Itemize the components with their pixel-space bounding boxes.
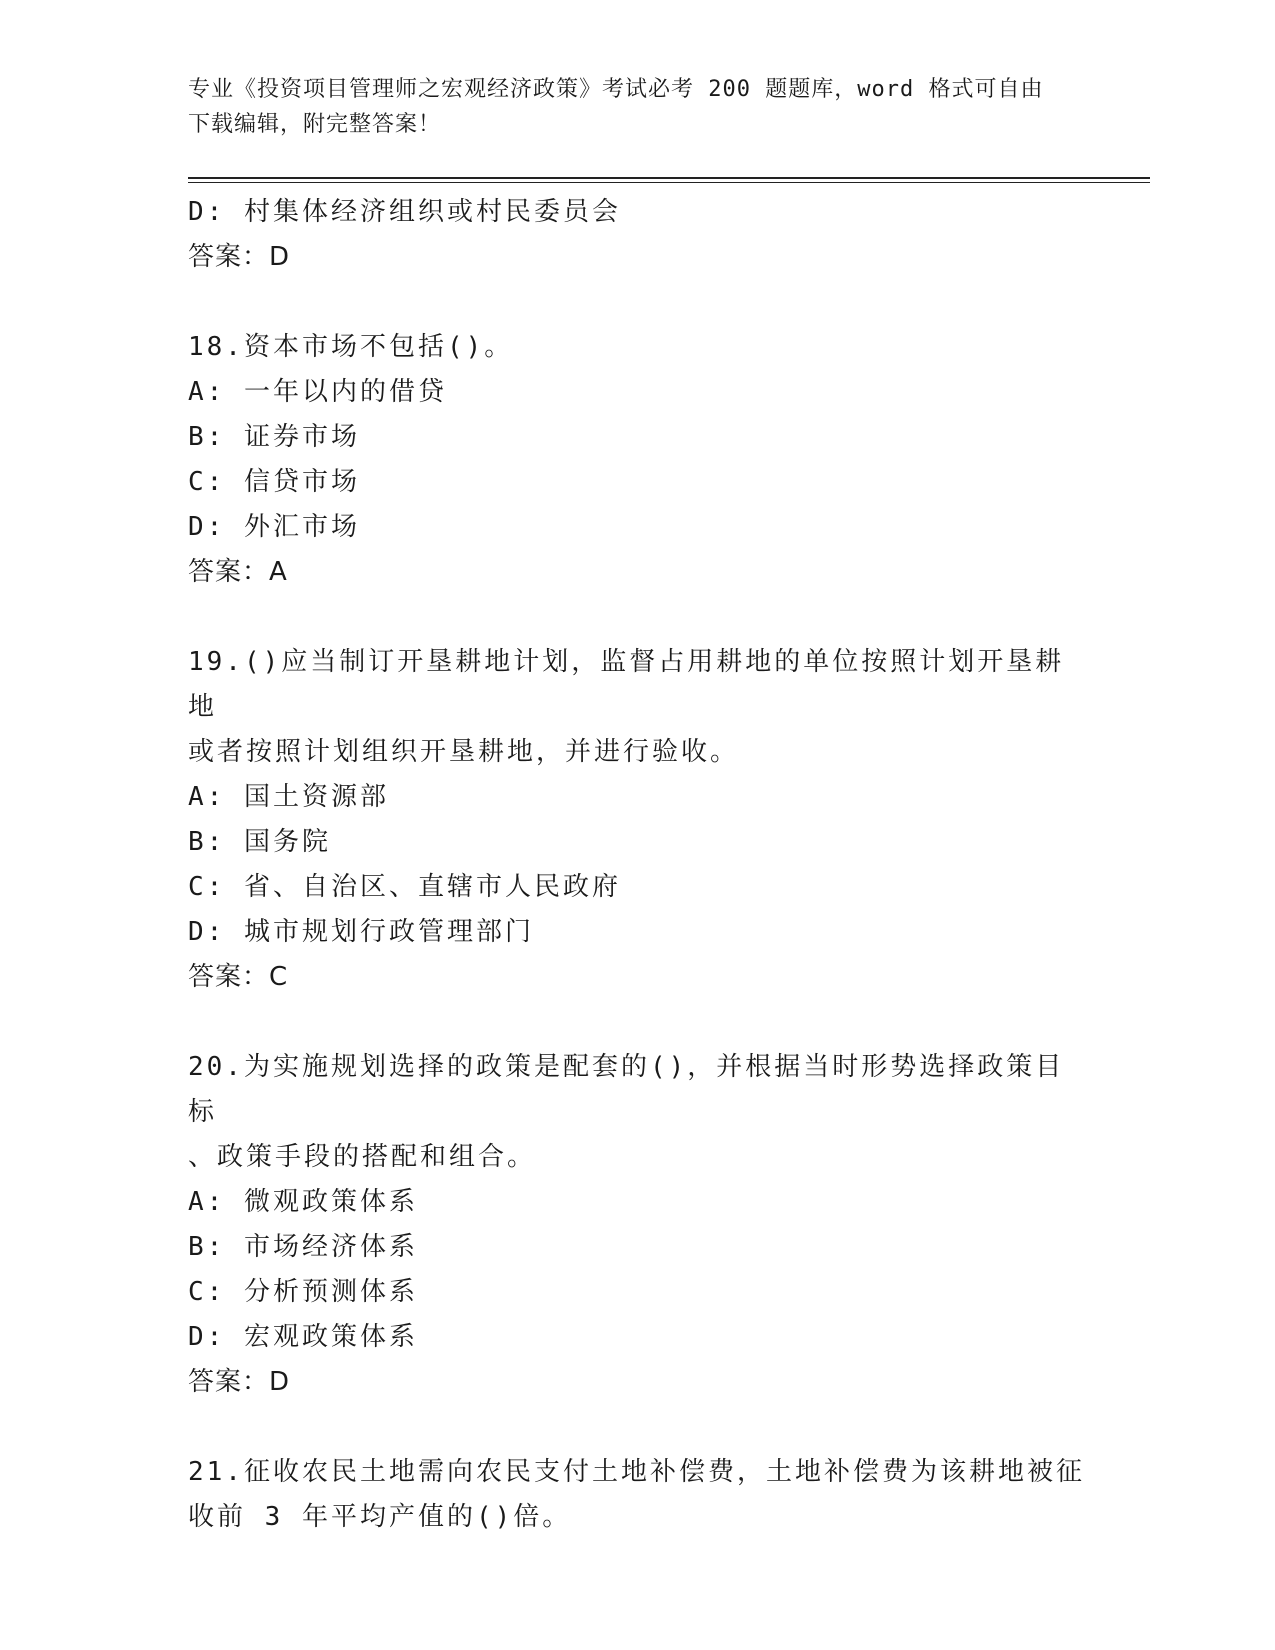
question-stem-line-2: 、政策手段的搭配和组合。 (188, 1142, 537, 1172)
question-stem-line-1: 20.为实施规划选择的政策是配套的()，并根据当时形势选择政策目标 (188, 1052, 1065, 1127)
option-a: A: 一年以内的借贷 (188, 377, 447, 407)
header-divider-thick (188, 177, 1150, 179)
question-stem-line-1: 19.()应当制订开垦耕地计划，监督占用耕地的单位按照计划开垦耕地 (188, 647, 1065, 722)
header-line-2: 下载编辑，附完整答案！ (188, 112, 442, 137)
question-20 (188, 1045, 1088, 1405)
option-c: C: 信贷市场 (188, 467, 360, 497)
spacer (188, 280, 1088, 325)
question-stem-line-2: 收前 3 年平均产值的()倍。 (188, 1502, 572, 1532)
option-b: B: 国务院 (188, 827, 331, 857)
question-stem: 18.资本市场不包括()。 (188, 332, 514, 362)
header-line-1: 专业《投资项目管理师之宏观经济政策》考试必考 200 题题库，word 格式可自由 (188, 77, 1044, 102)
option-d: D: 村集体经济组织或村民委员会 (188, 197, 621, 227)
answer-line: 答案：C (188, 962, 289, 992)
document-body (188, 190, 1088, 1540)
question-17-tail (188, 190, 1088, 280)
question-19 (188, 640, 1088, 1000)
spacer (188, 595, 1088, 640)
answer-line: 答案：D (188, 242, 291, 272)
option-a: A: 微观政策体系 (188, 1187, 418, 1217)
option-c: C: 省、自治区、直辖市人民政府 (188, 872, 621, 902)
question-21 (188, 1450, 1088, 1540)
option-a: A: 国土资源部 (188, 782, 389, 812)
question-stem-line-2: 或者按照计划组织开垦耕地，并进行验收。 (188, 737, 740, 767)
option-c: C: 分析预测体系 (188, 1277, 418, 1307)
answer-line: 答案：A (188, 557, 288, 587)
option-b: B: 市场经济体系 (188, 1232, 418, 1262)
spacer (188, 1405, 1088, 1450)
question-18 (188, 325, 1088, 595)
option-d: D: 城市规划行政管理部门 (188, 917, 534, 947)
option-d: D: 宏观政策体系 (188, 1322, 418, 1352)
option-d: D: 外汇市场 (188, 512, 360, 542)
spacer (188, 1000, 1088, 1045)
option-b: B: 证券市场 (188, 422, 360, 452)
header-divider-thin (188, 182, 1150, 183)
question-stem-line-1: 21.征收农民土地需向农民支付土地补偿费，土地补偿费为该耕地被征 (188, 1457, 1085, 1487)
document-header (188, 72, 1088, 142)
answer-line: 答案：D (188, 1367, 291, 1397)
